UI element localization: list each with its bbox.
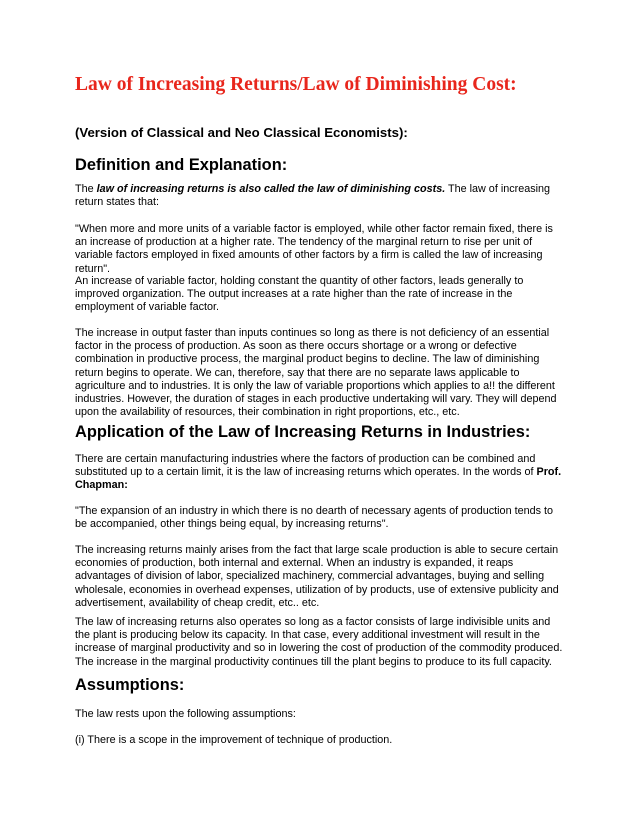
definition-paragraph-4: The increase in output faster than inputs continues so long as there is not deficiency of an essential factor in the process of production. As soon as there occurs shortage or a wrong or defective combination in productive process, the marginal product begins to decline. The law of diminishing return begins to operate. We can, therefore, say that there are no separate laws applicable to agriculture and to industries. It is only the law of variable proportions which applies to a!! the different industries. However, the duration of stages in each productive undertaking will vary. They will depend upon the availability of resources, their combination in right proportions, etc., etc. (75, 327, 557, 419)
definition-p1-pre: The (75, 183, 97, 195)
application-heading: Application of the Law of Increasing Returns in Industries: (75, 423, 531, 441)
definition-p1-emphasis: law of increasing returns is also called the law of diminishing costs. (96, 183, 446, 195)
document-page (75, 72, 565, 746)
assumptions-heading: Assumptions: (75, 676, 185, 694)
application-p1-pre: There are certain manufacturing industries where the factors of production can be combined and substituted up to a certain limit, it is the law of increasing returns which operates. In the words of (75, 453, 537, 479)
definition-heading: Definition and Explanation: (75, 156, 288, 174)
application-paragraph-2: "The expansion of an industry in which there is no dearth of necessary agents of production tends to be accompanied, other things being equal, by increasing returns". (75, 505, 553, 531)
assumptions-paragraph-1: The law rests upon the following assumptions: (75, 708, 296, 720)
definition-paragraph-3: An increase of variable factor, holding constant the quantity of other factors, leads generally to improved organization. The output increases at a rate higher than the rate of increase in the employment of variable factor. (75, 275, 524, 314)
definition-paragraph-2: "When more and more units of a variable factor is employed, while other factor remain fixed, there is an increase of production at a higher rate. The tendency of the marginal return to rise per unit of variable factors employed in fixed amounts of other factors by a firm is called the law of increasing return". (75, 223, 553, 275)
assumptions-paragraph-2: (i) There is a scope in the improvement of technique of production. (75, 734, 393, 746)
page-subtitle: (Version of Classical and Neo Classical Economists): (75, 125, 408, 140)
definition-paragraph-1 (75, 183, 565, 209)
application-paragraph-4: The law of increasing returns also operates so long as a factor consists of large indivisible units and the plant is producing below its capacity. In that case, every additional investment will result in the increase of marginal productivity and so in lowering the cost of production of the commodity produced. The increase in the marginal productivity continues till the plant begins to produce to its full capacity. (75, 616, 563, 668)
definition-p1-post: The law of increasing return states that: (75, 183, 551, 209)
application-paragraph-1 (75, 453, 565, 493)
application-paragraph-3: The increasing returns mainly arises from the fact that large scale production is able to secure certain economies of production, both internal and external. When an industry is expanded, it reaps advantages of division of labor, specialized machinery, commercial advantages, buying and selling wholesale, economies in overhead expenses, utilization of by products, use of extensive publicity and advertisement, availability of cheap credit, etc.. etc. (75, 544, 559, 609)
page-title: Law of Increasing Returns/Law of Diminishing Cost: (75, 74, 517, 95)
application-p1-strong: Prof. Chapman: (75, 466, 562, 492)
